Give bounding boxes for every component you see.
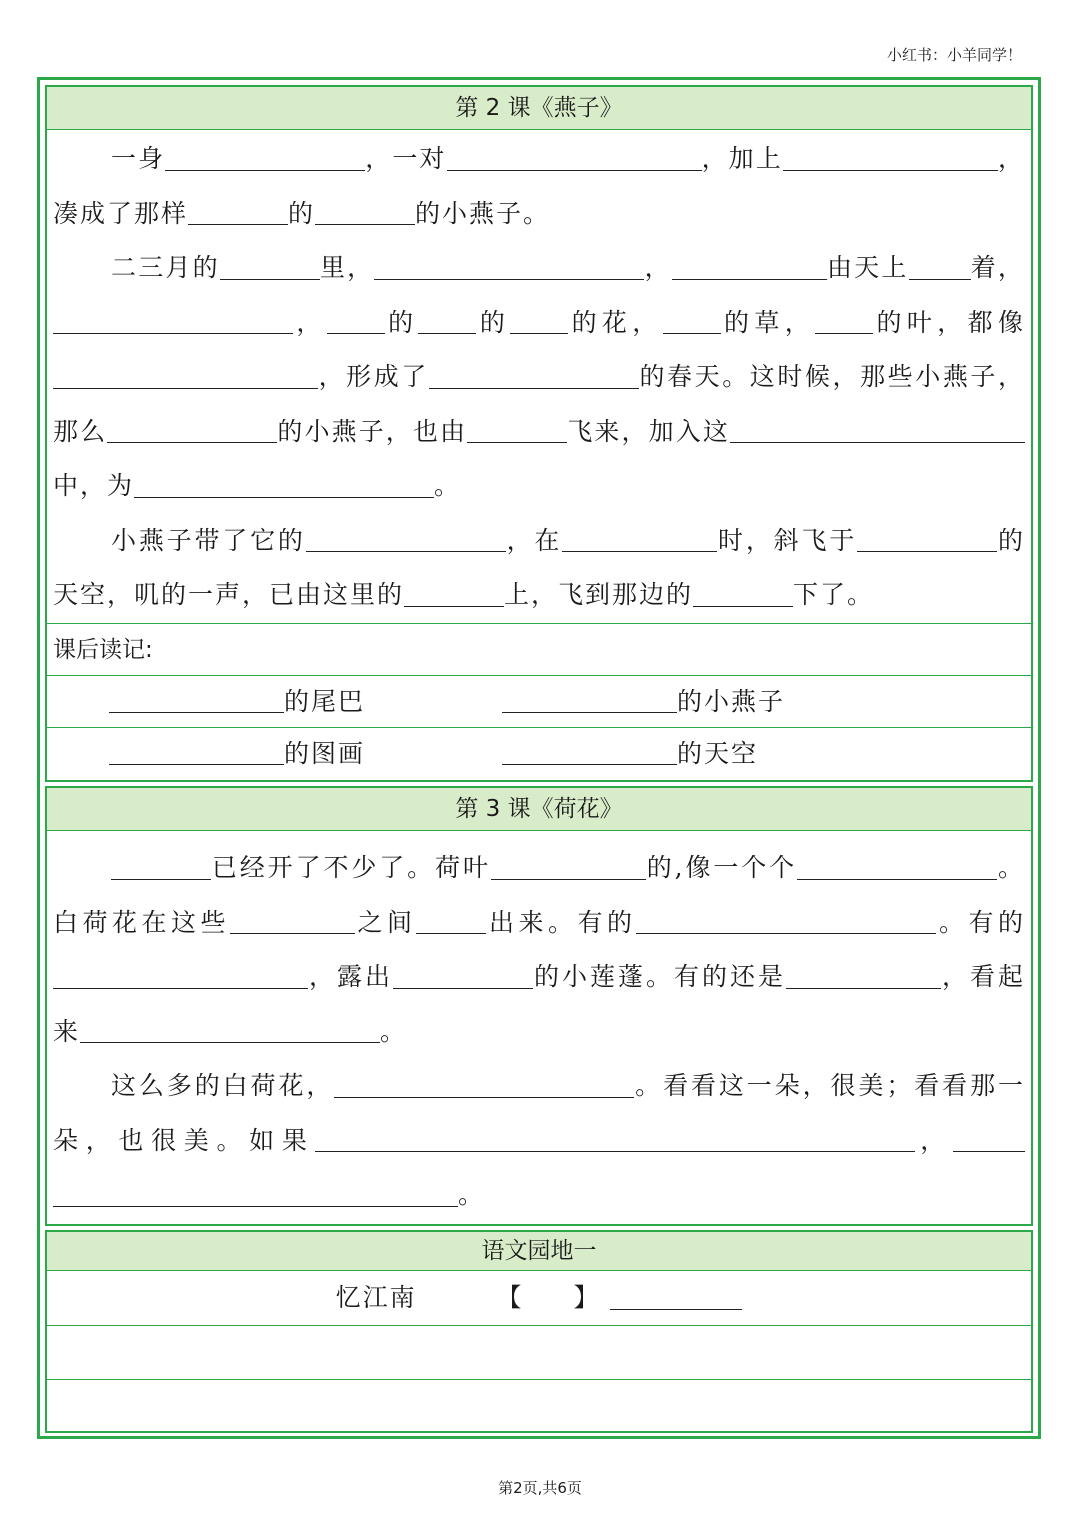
fill-blank[interactable] — [930, 416, 1025, 443]
fill-blank[interactable] — [909, 253, 971, 280]
fill-blank[interactable] — [491, 853, 646, 880]
poem-title: 忆江南 — [335, 1283, 417, 1312]
fill-blank[interactable] — [672, 253, 827, 280]
fill-blank[interactable] — [188, 198, 288, 225]
fill-blank[interactable] — [327, 307, 385, 334]
lesson-2-paragraph-1: 一身 ，一对 ，加上 ，凑成了那样 的 的小燕子。 — [53, 144, 1025, 228]
fill-blank[interactable] — [374, 253, 644, 280]
fill-blank[interactable] — [502, 686, 677, 713]
lesson-3-paragraph-1: 已经开了不少了。荷叶 的,像一个个 。白荷花在这些 之间 出来。有的 。有的，露出 的小莲蓬。有的还是 ，看起来 。 — [53, 853, 1025, 1046]
fill-blank[interactable] — [797, 853, 997, 880]
fill-blank[interactable] — [315, 198, 415, 225]
fill-blank[interactable] — [109, 738, 284, 765]
lesson-2-title: 第 2 课《燕子》 — [47, 87, 1031, 130]
review-row-2: 的图画 的天空 — [47, 727, 1031, 779]
fill-blank[interactable] — [467, 416, 567, 443]
fill-blank[interactable] — [663, 307, 721, 334]
fill-blank[interactable] — [165, 144, 365, 171]
fill-blank[interactable] — [510, 307, 568, 334]
fill-blank[interactable] — [730, 416, 930, 443]
fill-blank[interactable] — [109, 686, 284, 713]
fill-blank[interactable] — [53, 307, 293, 334]
fill-blank[interactable] — [53, 962, 308, 989]
fill-blank[interactable] — [393, 962, 533, 989]
watermark: 小红书：小羊同学！ — [886, 46, 1022, 64]
bracket-close: 】 — [573, 1283, 601, 1312]
fill-blank[interactable] — [107, 416, 277, 443]
fill-blank[interactable] — [953, 1125, 1025, 1152]
fill-blank[interactable] — [502, 738, 677, 765]
lesson-3-paragraph-2: 这么多的白荷花， 。看看这一朵，很美；看看那一朵，也很美。如果 ，。 — [53, 1071, 1025, 1209]
fill-blank[interactable] — [815, 307, 873, 334]
page-number: 第2页,共6页 — [498, 1479, 582, 1497]
fill-blank[interactable] — [315, 1125, 915, 1152]
fill-blank[interactable] — [786, 962, 941, 989]
fill-blank[interactable] — [857, 525, 997, 552]
fill-blank[interactable] — [230, 907, 355, 934]
lesson-2-paragraph-3: 小燕子带了它的 ，在 时，斜飞于 的天空，叽的一声，已由这里的 上，飞到那边的 下了。 — [53, 525, 1025, 609]
lesson-2-paragraph-2: 二三月的 里， ， 由天上 着，， 的 的 的花， 的草， 的叶，都像，形成了 的春天。这时候，那些小燕子，那么 的小燕子，也由 飞来，加入这中，为 。 — [53, 253, 1025, 500]
garden-section — [45, 1230, 1033, 1433]
garden-title: 语文园地一 — [47, 1232, 1031, 1271]
fill-blank[interactable] — [80, 1016, 380, 1043]
fill-blank[interactable] — [306, 525, 506, 552]
fill-blank[interactable] — [447, 144, 702, 171]
fill-blank[interactable] — [404, 580, 504, 607]
review-label: 课后读记: — [47, 623, 1031, 675]
lesson-2-section — [45, 85, 1033, 782]
fill-blank[interactable] — [418, 307, 476, 334]
writing-line[interactable] — [47, 1379, 1031, 1433]
worksheet-frame — [37, 77, 1041, 1439]
fill-blank[interactable] — [636, 907, 936, 934]
fill-blank[interactable] — [562, 525, 717, 552]
lesson-3-section — [45, 786, 1033, 1226]
fill-blank[interactable] — [693, 580, 793, 607]
fill-blank[interactable] — [429, 362, 639, 389]
writing-line[interactable] — [47, 1325, 1031, 1379]
fill-blank[interactable] — [111, 853, 211, 880]
fill-blank[interactable] — [783, 144, 998, 171]
bracket-open: 【 — [496, 1283, 524, 1312]
review-row-1: 的尾巴 的小燕子 — [47, 675, 1031, 727]
fill-blank[interactable] — [53, 1180, 458, 1207]
fill-blank[interactable] — [334, 1071, 634, 1098]
fill-blank[interactable] — [610, 1283, 742, 1310]
poem-heading — [47, 1271, 1031, 1325]
fill-blank[interactable] — [53, 362, 318, 389]
fill-blank[interactable] — [134, 471, 434, 498]
lesson-3-title: 第 3 课《荷花》 — [47, 788, 1031, 831]
fill-blank[interactable] — [220, 253, 320, 280]
fill-blank[interactable] — [416, 907, 486, 934]
